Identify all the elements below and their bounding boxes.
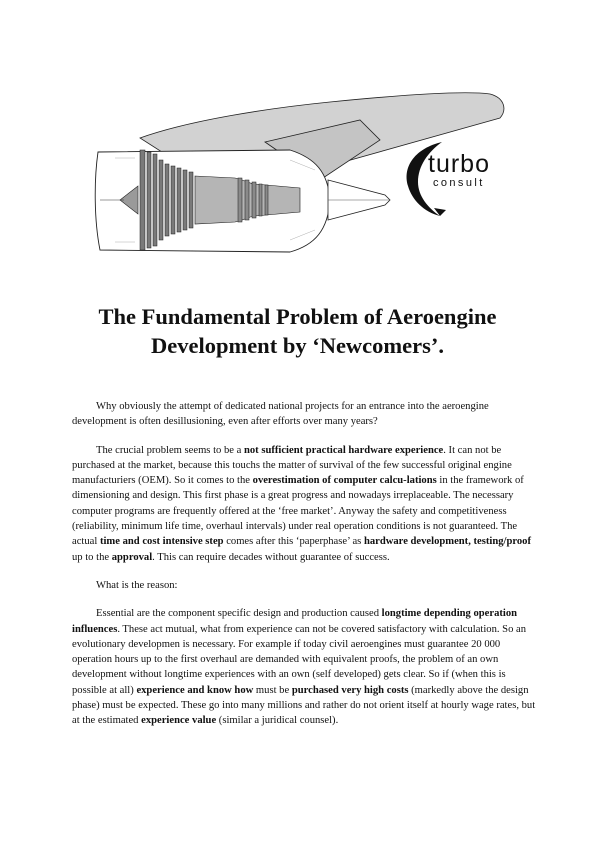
text-run: in the framework of dimensioning and design. This first phase is a great progress and nowadays irreplaceable. The necessary computer programs are frequently offered at the ‘free market’. Anyway the safety and competitiveness (reliability, minimum life time, overhaul intervals) under real operation conditions is not guaranteed. The actual: [72, 475, 524, 548]
emphasis-text: purchased very high costs: [291, 684, 409, 696]
emphasis-text: longtime depending operation influences: [72, 608, 518, 635]
paragraph-3: [72, 578, 538, 593]
page-title: [40, 302, 555, 360]
text-run: up to the: [72, 551, 112, 563]
emphasis-text: overestimation of computer calcu-lations: [252, 475, 437, 487]
text-run: . It can not be purchased at the market, because this touchs the matter of survival of the few successful original engine manufacturiers (OEM). So it comes to the: [72, 444, 512, 487]
logo-subtext: consult: [433, 177, 485, 189]
text-run: Why obviously the attempt of dedicated national projects for an entrance into the aeroengine development is often desillusioning, even after efforts over many years?: [72, 401, 489, 428]
emphasis-text: hardware development, testing/proof: [363, 536, 531, 548]
text-run: Essential are the component specific design and production caused: [96, 608, 382, 620]
emphasis-text: experience and know how: [136, 684, 254, 696]
emphasis-text: not sufficient practical hardware experience: [243, 444, 444, 456]
text-run: must be: [253, 684, 292, 696]
text-run: . These act mutual, what from experience can not be covered satisfactory with calculation. So an evolutionary developmen is necessary. For example if today civil aeroengines must guarantee 20 000 operation hours up to the first overhaul are demanded with equivalent proofs, the problem of an own development without longtime experiences with an own (self developed) gets clear. So if (when this is possible at all): [72, 623, 527, 696]
text-run: The crucial problem seems to be a: [96, 444, 244, 456]
logo-wordmark: turbo: [428, 150, 490, 178]
body-text: [72, 399, 538, 742]
title-line-1: The Fundamental Problem of Aeroengine: [98, 304, 497, 329]
paragraph-1: [72, 399, 538, 430]
text-run: What is the reason:: [96, 579, 178, 591]
paragraph-4: [72, 606, 538, 728]
title-line-2: Development by ‘Newcomers’.: [150, 333, 445, 358]
emphasis-text: time and cost intensive step: [99, 536, 224, 548]
text-run: (markedly above the design phase) must be expected. These go into many millions and rather do not orient itself at hourly wage rates, but at the estimated: [72, 684, 536, 727]
emphasis-text: experience value: [141, 715, 217, 727]
text-run: (similar a juridical counsel).: [216, 715, 339, 727]
text-run: . This can require decades without guarantee of success.: [152, 551, 390, 563]
emphasis-text: approval: [111, 551, 153, 563]
text-run: comes after this ‘paperphase’ as: [223, 536, 364, 548]
paragraph-2: [72, 443, 538, 565]
